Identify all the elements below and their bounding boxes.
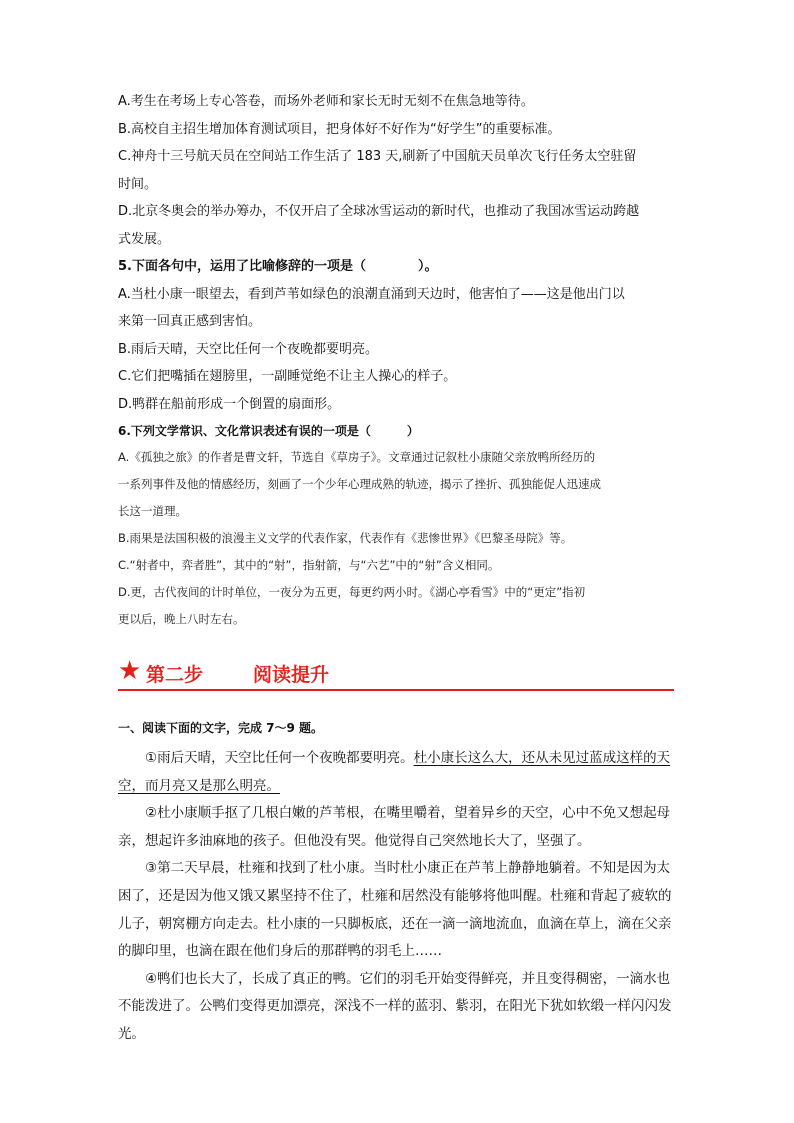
passage-paragraph-1 [118,745,676,800]
section-title: 阅读提升 [253,664,330,686]
section-divider [118,689,674,691]
q4-option-b: B.高校自主招生增加体育测试项目，把身体好不好作为“好学生”的重要标准。 [118,121,561,137]
question-6-title: 6.下列文学常识、文化常识表述有误的一项是（ ） [118,424,419,438]
q5-option-a-cont: 来第一回真正感到害怕。 [118,314,262,329]
q6-option-a-cont2: 长这一道理。 [118,504,187,518]
p1-underlined-text: 杜小康长这么大，还从未见过蓝成这样的天空，而月亮又是那么明亮。 [118,750,671,794]
q4-option-c: C.神舟十三号航天员在空间站工作生活了 183 天,刷新了中国航天员单次飞行任务太空驻留 [118,149,637,164]
q5-option-a: A.当杜小康一眼望去，看到芦苇如绿色的浪潮直涌到天边时，他害怕了——这是他出门以 [118,286,625,302]
q4-option-d-cont: 式发展。 [118,231,171,247]
question-6-options [118,444,678,633]
q4-option-c-cont: 时间。 [118,176,158,192]
q6-option-a: A.《孤独之旅》的作者是曹文轩，节选自《草房子》。文章通过记叙杜小康随父亲放鸭所经历的 [118,450,596,464]
section-header [118,651,678,693]
passage-paragraph-2: ②杜小康顺手抠了几根白嫩的芦苇根，在嘴里嚼着，望着异乡的天空，心中不免又想起母亲，想起许多油麻地的孩子。但他没有哭。他觉得自己突然地长大了，坚强了。 [118,805,671,849]
question-5-title: 5.下面各句中，运用了比喻修辞的一项是（ ）。 [118,259,438,274]
reading-passage [118,745,678,1049]
passage-paragraph-4: ④鸭们也长大了，长成了真正的鸭。它们的羽毛开始变得鲜亮，并且变得稠密，一滴水也不能泼进了。公鸭们变得更加漂亮，深浅不一样的蓝羽、紫羽，在阳光下犹如软缎一样闪闪发光。 [118,970,672,1042]
q6-option-d-cont: 更以后，晚上八时左右。 [118,612,245,626]
section-step: 第二步 [146,664,204,686]
q5-option-d: D.鸭群在船前形成一个倒置的扇面形。 [118,396,341,412]
star-icon: ★ [118,656,142,686]
q6-option-c: C.“射者中，弈者胜”，其中的“射”，指射箭，与“六艺”中的“射”含义相同。 [118,558,500,572]
q5-option-b: B.雨后天晴，天空比任何一个夜晚都要明亮。 [118,341,379,357]
question-5-options [118,281,678,419]
reading-intro: 一、阅读下面的文字，完成 7～9 题。 [118,721,324,735]
q4-option-a: A.考生在考场上专心答卷，而场外老师和家长无时无刻不在焦急地等待。 [118,94,534,109]
q4-option-d: D.北京冬奥会的举办筹办，不仅开启了全球冰雪运动的新时代，也推动了我国冰雪运动跨越 [118,204,640,219]
q6-option-d: D.更，古代夜间的计时单位，一夜分为五更，每更约两小时。《湖心亭看雪》中的“更定”指初 [118,585,586,599]
q6-option-b: B.雨果是法国积极的浪漫主义文学的代表作家，代表作有《悲惨世界》《巴黎圣母院》等。 [118,531,573,545]
q6-option-a-cont1: 一系列事件及他的情感经历，刻画了一个少年心理成熟的轨迹，揭示了挫折、孤独能促人迅速成 [118,477,601,491]
q5-option-c: C.它们把嘴插在翅膀里，一副睡觉绝不让主人操心的样子。 [118,369,457,384]
document-page [118,88,678,1049]
p1-plain-text: ①雨后天晴，天空比任何一个夜晚都要明亮。 [145,750,414,766]
passage-paragraph-3: ③第二天早晨，杜雍和找到了杜小康。当时杜小康正在芦苇上静静地躺着。不知是因为太困了，还是因为他又饿又累坚持不住了，杜雍和居然没有能够将他叫醒。杜雍和背起了疲软的儿子，朝窝棚方向走去。杜小康的一只脚板底，还在一滴一滴地流血，血滴在草上，滴在父亲的脚印里，也滴在跟在他们身后的那群鸭的羽毛上…… [118,860,672,960]
question-4-options [118,88,678,253]
